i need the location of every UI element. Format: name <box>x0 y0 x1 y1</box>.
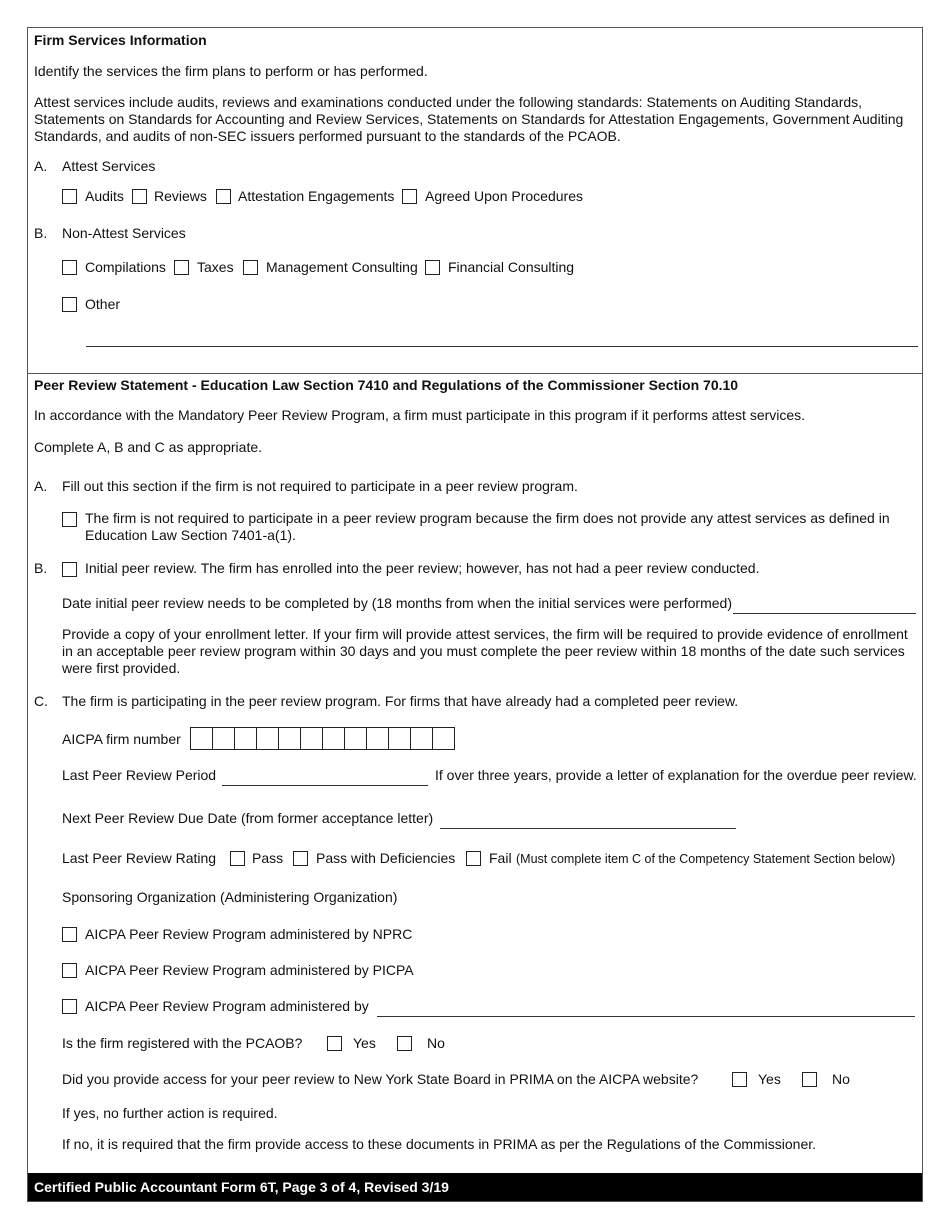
digit-box[interactable] <box>257 728 279 749</box>
sponsor-picpa-checkbox[interactable] <box>62 963 77 978</box>
sponsor-other-checkbox[interactable] <box>62 999 77 1014</box>
rating-pass-deficiencies-label: Pass with Deficiencies <box>316 850 456 866</box>
compilations-checkbox[interactable] <box>62 260 77 275</box>
attestation-engagements-checkbox[interactable] <box>216 189 231 204</box>
digit-box[interactable] <box>389 728 411 749</box>
digit-box[interactable] <box>235 728 257 749</box>
taxes-checkbox[interactable] <box>174 260 189 275</box>
audits-label: Audits <box>85 188 124 204</box>
management-consulting-checkbox[interactable] <box>243 260 258 275</box>
pcaob-question: Is the firm registered with the PCAOB? <box>62 1035 303 1051</box>
pcaob-yes-label: Yes <box>353 1035 376 1051</box>
digit-box[interactable] <box>345 728 367 749</box>
aicpa-firm-number-input[interactable] <box>190 727 455 750</box>
peer-b-letter: B. <box>34 560 48 576</box>
pcaob-no-checkbox[interactable] <box>397 1036 412 1051</box>
audits-checkbox[interactable] <box>62 189 77 204</box>
rating-fail-checkbox[interactable] <box>466 851 481 866</box>
sponsor-nprc-label: AICPA Peer Review Program administered by NPRC <box>85 926 413 942</box>
digit-box[interactable] <box>301 728 323 749</box>
attest-services-title: Attest Services <box>62 158 156 174</box>
reviews-label: Reviews <box>154 188 207 204</box>
other-services-line[interactable] <box>86 346 918 347</box>
sponsor-other-label: AICPA Peer Review Program administered by <box>85 998 369 1014</box>
other-checkbox[interactable] <box>62 297 77 312</box>
attest-services-note: Attest services include audits, reviews and examinations conducted under the following standards: Statements on Auditing Standards, Statements on Standards for Accounting and Review Services, Statements on Standards for Attestation Engagements, Government Auditing Standards, and audits of non-SEC issuers performed pursuant to the standards of the PCAOB. <box>34 94 904 144</box>
taxes-label: Taxes <box>197 259 234 275</box>
sponsor-picpa-label: AICPA Peer Review Program administered by PICPA <box>85 962 414 978</box>
initial-peer-review-checkbox[interactable] <box>62 562 77 577</box>
digit-box[interactable] <box>323 728 345 749</box>
aicpa-firm-number-label: AICPA firm number <box>62 731 181 747</box>
initial-date-input[interactable] <box>733 613 916 614</box>
not-required-text: The firm is not required to participate in a peer review program because the firm does not provide any attest services as defined in Education Law Section 7401-a(1). <box>85 510 890 543</box>
last-period-label: Last Peer Review Period <box>62 767 217 783</box>
page-footer <box>28 1173 922 1201</box>
digit-box[interactable] <box>279 728 301 749</box>
firm-services-heading: Firm Services Information <box>34 32 207 48</box>
not-required-checkbox[interactable] <box>62 512 77 527</box>
non-attest-services-title: Non-Attest Services <box>62 225 186 241</box>
rating-pass-deficiencies-checkbox[interactable] <box>293 851 308 866</box>
management-consulting-label: Management Consulting <box>266 259 418 275</box>
rating-fail-label: Fail <box>489 850 512 866</box>
peer-a-text: Fill out this section if the firm is not required to participate in a peer review program. <box>62 478 578 494</box>
digit-box[interactable] <box>191 728 213 749</box>
peer-c-letter: C. <box>34 693 48 709</box>
section-b-letter: B. <box>34 225 48 241</box>
digit-box[interactable] <box>433 728 454 749</box>
peer-a-letter: A. <box>34 478 48 494</box>
firm-services-intro: Identify the services the firm plans to perform or has performed. <box>34 63 428 79</box>
rating-pass-checkbox[interactable] <box>230 851 245 866</box>
prima-no-label: No <box>832 1071 850 1087</box>
rating-label: Last Peer Review Rating <box>62 850 217 866</box>
agreed-upon-procedures-checkbox[interactable] <box>402 189 417 204</box>
digit-box[interactable] <box>367 728 389 749</box>
peer-c-text: The firm is participating in the peer review program. For firms that have already had a completed peer review. <box>62 693 739 709</box>
last-period-input[interactable] <box>222 785 428 786</box>
if-no-note: If no, it is required that the firm provide access to these documents in PRIMA as per the Regulations of the Commissioner. <box>62 1136 817 1152</box>
other-label: Other <box>85 296 121 312</box>
overdue-note: If over three years, provide a letter of explanation for the overdue peer review. <box>435 767 917 783</box>
peer-review-heading: Peer Review Statement - Education Law Section 7410 and Regulations of the Commissioner Section 70.10 <box>34 377 739 393</box>
section-divider <box>28 373 922 374</box>
digit-box[interactable] <box>411 728 433 749</box>
attestation-engagements-label: Attestation Engagements <box>238 188 395 204</box>
financial-consulting-label: Financial Consulting <box>448 259 575 275</box>
pcaob-yes-checkbox[interactable] <box>327 1036 342 1051</box>
initial-peer-review-text: Initial peer review. The firm has enrolled into the peer review; however, has not had a peer review conducted. <box>85 560 760 576</box>
sponsor-nprc-checkbox[interactable] <box>62 927 77 942</box>
peer-review-intro: In accordance with the Mandatory Peer Review Program, a firm must participate in this program if it performs attest services. <box>34 407 806 423</box>
footer-text: Certified Public Accountant Form 6T, Page 3 of 4, Revised 3/19 <box>34 1179 449 1195</box>
rating-pass-label: Pass <box>252 850 284 866</box>
digit-box[interactable] <box>213 728 235 749</box>
rating-fail-note: (Must complete item C of the Competency Statement Section below) <box>516 852 896 866</box>
enrollment-letter-note: Provide a copy of your enrollment letter. If your firm will provide attest services, the firm will be required to provide evidence of enrollment in an acceptable peer review program within 30 days and you must complete the peer review within 18 months of the date such services were first provided. <box>62 626 908 676</box>
if-yes-note: If yes, no further action is required. <box>62 1105 278 1121</box>
form-page <box>27 27 923 1202</box>
prima-no-checkbox[interactable] <box>802 1072 817 1087</box>
peer-review-complete-note: Complete A, B and C as appropriate. <box>34 439 263 455</box>
next-due-input[interactable] <box>440 828 736 829</box>
agreed-upon-procedures-label: Agreed Upon Procedures <box>425 188 583 204</box>
financial-consulting-checkbox[interactable] <box>425 260 440 275</box>
prima-yes-label: Yes <box>758 1071 781 1087</box>
prima-yes-checkbox[interactable] <box>732 1072 747 1087</box>
pcaob-no-label: No <box>427 1035 445 1051</box>
sponsor-label: Sponsoring Organization (Administering Organization) <box>62 889 398 905</box>
section-a-letter: A. <box>34 158 48 174</box>
initial-date-label: Date initial peer review needs to be completed by (18 months from when the initial services were performed) <box>62 595 732 611</box>
next-due-label: Next Peer Review Due Date (from former acceptance letter) <box>62 810 434 826</box>
compilations-label: Compilations <box>85 259 166 275</box>
sponsor-other-input[interactable] <box>377 1016 915 1017</box>
reviews-checkbox[interactable] <box>132 189 147 204</box>
prima-question: Did you provide access for your peer review to New York State Board in PRIMA on the AICPA website? <box>62 1071 699 1087</box>
